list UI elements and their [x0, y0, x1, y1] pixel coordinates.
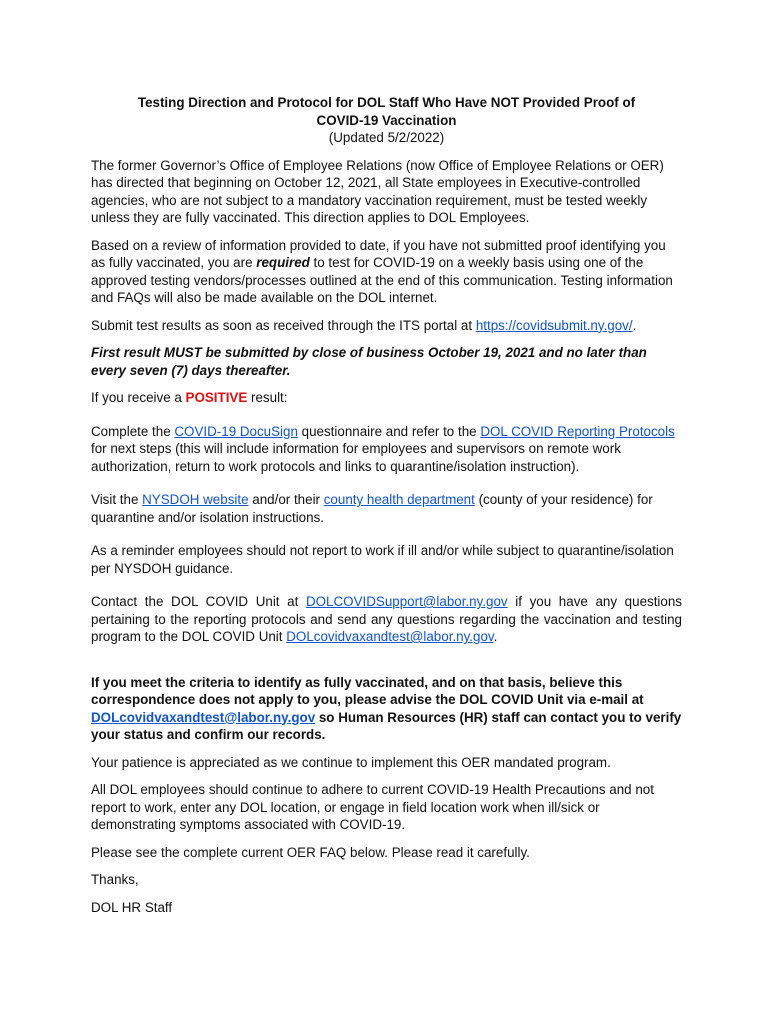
- nysdoh-website-link[interactable]: NYSDOH website: [142, 492, 249, 507]
- updated-date: (Updated 5/2/2022): [328, 130, 445, 145]
- required-emphasis: required: [256, 255, 310, 270]
- reporting-protocols-link[interactable]: DOL COVID Reporting Protocols: [480, 423, 675, 439]
- signature-dol-hr-staff: DOL HR Staff: [91, 899, 173, 915]
- covidvaxandtest-email-link[interactable]: DOLcovidvaxandtest@labor.ny.gov: [286, 629, 494, 644]
- covid-support-email-link[interactable]: DOLCOVIDSupport@labor.ny.gov: [305, 594, 508, 609]
- paragraph-nysdoh: Visit the NYSDOH website and/or their county health department (county of your residence) for quarantine and/or isolation instructions.: [91, 492, 653, 525]
- paragraph-reminder: As a reminder employees should not report to work if ill and/or while subject to quarantine/isolation per NYSDOH guidance.: [91, 543, 674, 576]
- paragraph-complete-docusign: Complete the COVID-19 DocuSign questionnaire and refer to the DOL COVID Reporting Protocols for next steps (this will include information for employees and supervisors on remote work authorization, return to work protocols and links to quarantine/isolation instruction).: [91, 423, 675, 474]
- paragraph-first-result-deadline: First result MUST be submitted by close of business October 19, 2021 and no later than every seven (7) days thereafter.: [91, 345, 647, 378]
- paragraph-health-precautions: All DOL employees should continue to adhere to current COVID-19 Health Precautions and not report to work, enter any DOL location, or engage in field location work when ill/sick or demonstrating symptoms associated with COVID-19.: [91, 782, 654, 832]
- paragraph-contact-unit: Contact the DOL COVID Unit at DOLCOVIDSupport@labor.ny.gov if you have any questions pertaining to the reporting protocols and send any questions regarding the vaccination and testing program to the DOL COVID Unit DOLcovidvaxandtest@labor.ny.gov.: [91, 594, 682, 644]
- paragraph-patience: Your patience is appreciated as we continue to implement this OER mandated program.: [91, 754, 611, 770]
- title-line-2: COVID-19 Vaccination: [316, 112, 457, 128]
- document-title: [91, 94, 682, 129]
- title-line-1: Testing Direction and Protocol for DOL Staff Who Have NOT Provided Proof of: [137, 95, 636, 110]
- covidsubmit-link[interactable]: https://covidsubmit.ny.gov/: [475, 317, 633, 333]
- paragraph-testing-requirement: Based on a review of information provided to date, if you have not submitted proof identifying you as fully vaccinated, you are required to test for COVID-19 on a weekly basis using one of the approved testing vendors/processes outlined at the end of this communication. Testing information and FAQs will also be made available on the DOL internet.: [91, 237, 673, 305]
- county-health-department-link[interactable]: county health department: [323, 492, 475, 507]
- paragraph-oer-direction: The former Governor’s Office of Employee Relations (now Office of Employee Relations or OER) has directed that beginning on October 12, 2021, all State employees in Executive-controlled agencies, who are not subject to a mandatory vaccination requirement, must be tested weekly unless they are fully vaccinated. This direction applies to DOL Employees.: [91, 157, 664, 225]
- vaxandtest-email-link-bold[interactable]: DOLcovidvaxandtest@labor.ny.gov: [91, 709, 316, 725]
- paragraph-oer-faq: Please see the complete current OER FAQ below. Please read it carefully.: [91, 844, 530, 860]
- paragraph-fully-vaccinated: If you meet the criteria to identify as fully vaccinated, and on that basis, believe this correspondence does not apply to you, please advise the DOL COVID Unit via e-mail at DOLcovidvaxandtest@labor.ny.gov so Human Resources (HR) staff can contact you to verify your status and confirm our records.: [91, 674, 682, 742]
- paragraph-positive-result: If you receive a POSITIVE result:: [91, 390, 288, 405]
- paragraph-submit-results: Submit test results as soon as received through the ITS portal at https://covidsubmit.ny.gov/.: [91, 317, 637, 333]
- closing-thanks: Thanks,: [91, 872, 139, 887]
- docusign-link[interactable]: COVID-19 DocuSign: [174, 423, 298, 439]
- positive-label: POSITIVE: [185, 390, 248, 405]
